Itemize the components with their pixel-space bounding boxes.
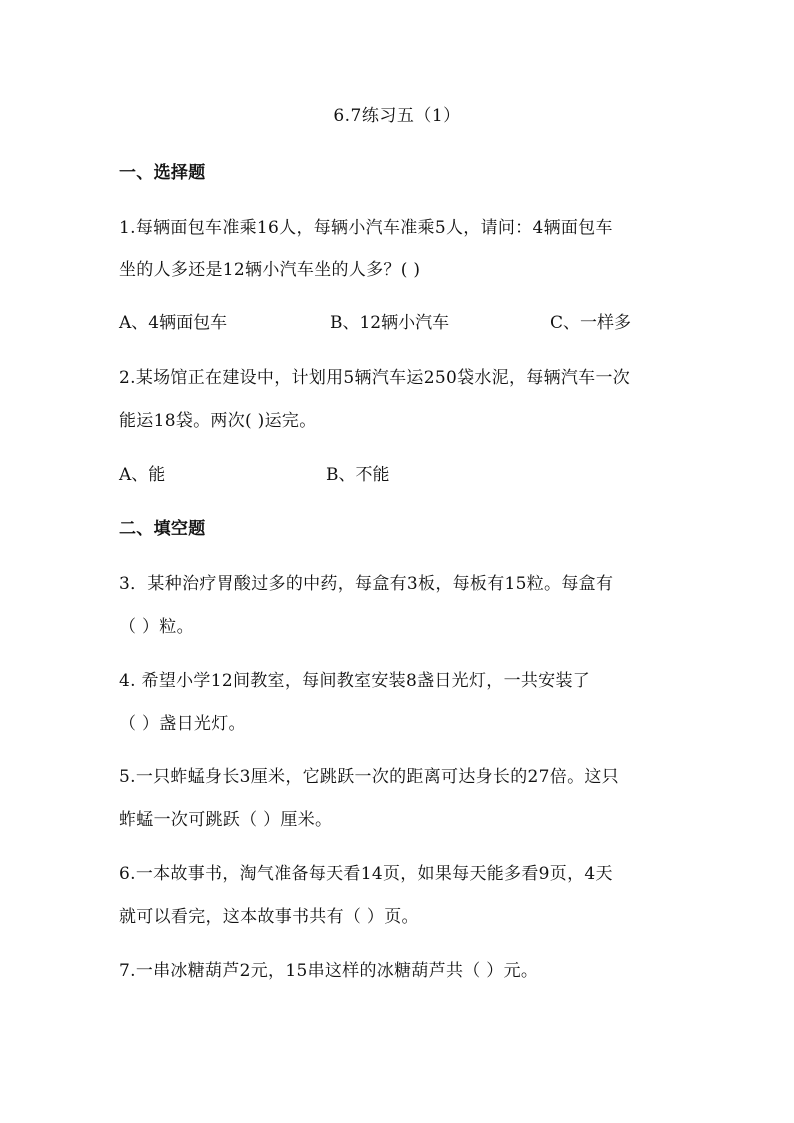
question-5-line-1: 5.一只蚱蜢身长3厘米，它跳跃一次的距离可达身长的27倍。这只 (119, 767, 619, 787)
question-6-line-1: 6.一本故事书，淘气准备每天看14页，如果每天能多看9页，4天 (119, 864, 613, 884)
question-4-line-1: 4. 希望小学12间教室，每间教室安装8盏日光灯，一共安装了 (119, 671, 591, 691)
question-1-line-1: 1.每辆面包车准乘16人，每辆小汽车准乘5人，请问：4辆面包车 (119, 218, 613, 238)
question-2-line-2: 能运18袋。两次( )运完。 (119, 411, 317, 431)
question-1-option-c: C、一样多 (550, 313, 632, 333)
question-3-line-1: 3．某种治疗胃酸过多的中药，每盒有3板，每板有15粒。每盒有 (119, 574, 614, 594)
question-5-line-2: 蚱蜢一次可跳跃（ ）厘米。 (119, 810, 333, 830)
question-1-option-b: B、12辆小汽车 (330, 313, 450, 333)
question-2-option-b: B、不能 (326, 465, 390, 485)
question-2-option-a: A、能 (119, 465, 166, 485)
question-2-line-1: 2.某场馆正在建设中，计划用5辆汽车运250袋水泥，每辆汽车一次 (119, 368, 631, 388)
question-1-line-2: 坐的人多还是12辆小汽车坐的人多？( ) (119, 260, 421, 280)
section-heading-fill: 二、填空题 (119, 519, 206, 539)
question-1-option-a: A、4辆面包车 (119, 313, 228, 333)
question-7-line-1: 7.一串冰糖葫芦2元，15串这样的冰糖葫芦共（ ）元。 (119, 961, 539, 981)
page-title: 6.7练习五（1） (333, 106, 461, 126)
section-heading-choice: 一、选择题 (119, 163, 206, 183)
question-6-line-2: 就可以看完，这本故事书共有（ ）页。 (119, 907, 419, 927)
question-4-line-2: （ ）盏日光灯。 (119, 714, 246, 734)
question-3-line-2: （ ）粒。 (119, 617, 194, 637)
